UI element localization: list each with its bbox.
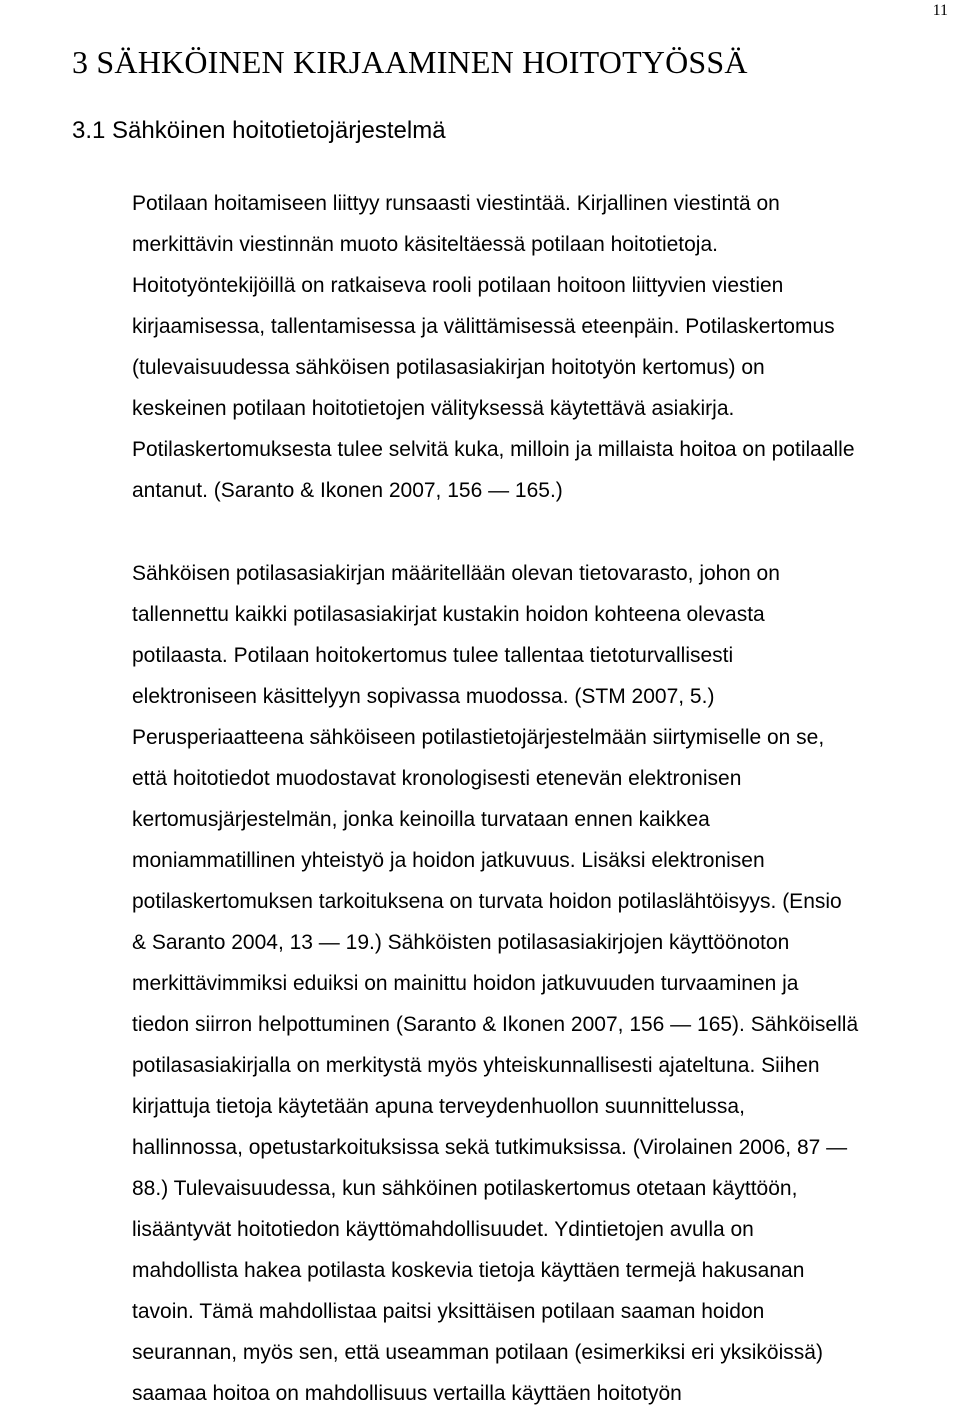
paragraph-line: kirjaamisessa, tallentamisessa ja välittämisessä eteenpäin. Potilaskertomus xyxy=(132,315,835,338)
paragraph-line: antanut. (Saranto & Ikonen 2007, 156 — 165.) xyxy=(132,479,563,502)
paragraph-line: lisääntyvät hoitotiedon käyttömahdollisuudet. Ydintietojen avulla on xyxy=(132,1218,754,1241)
paragraph-line: Sähköisen potilasasiakirjan määritellään olevan tietovarasto, johon on xyxy=(132,562,780,585)
paragraph-line: tallennettu kaikki potilasasiakirjat kustakin hoidon kohteena olevasta xyxy=(132,603,765,626)
paragraph-line: moniammatillinen yhteistyö ja hoidon jatkuvuus. Lisäksi elektronisen xyxy=(132,849,765,872)
paragraph xyxy=(132,553,952,1414)
paragraph-line: potilaskertomuksen tarkoituksena on turvata hoidon potilaslähtöisyys. (Ensio xyxy=(132,890,842,913)
paragraph-line: kertomusjärjestelmän, jonka keinoilla turvataan ennen kaikkea xyxy=(132,808,710,831)
paragraph-line: merkittävimmiksi eduiksi on mainittu hoidon jatkuvuuden turvaaminen ja xyxy=(132,972,799,995)
paragraph-line: Potilaan hoitamiseen liittyy runsaasti viestintää. Kirjallinen viestintä on xyxy=(132,192,780,215)
paragraph xyxy=(132,183,952,511)
paragraph-line: Perusperiaatteena sähköiseen potilastietojärjestelmään siirtymiselle on se, xyxy=(132,726,825,749)
paragraph-line: mahdollista hakea potilasta koskevia tietoja käyttäen termejä hakusanan xyxy=(132,1259,805,1282)
paragraph-line: kirjattuja tietoja käytetään apuna terveydenhuollon suunnittelussa, xyxy=(132,1095,745,1118)
paragraph-line: tavoin. Tämä mahdollistaa paitsi yksittäisen potilaan saaman hoidon xyxy=(132,1300,765,1323)
paragraph-line: saamaa hoitoa on mahdollisuus vertailla käyttäen hoitotyön xyxy=(132,1382,682,1405)
paragraph-line: Hoitotyöntekijöillä on ratkaiseva rooli potilaan hoitoon liittyvien viestien xyxy=(132,274,784,297)
paragraph-line: potilasasiakirjalla on merkitystä myös yhteiskunnallisesti ajateltuna. Siihen xyxy=(132,1054,820,1077)
paragraph-line: tiedon siirron helpottuminen (Saranto & Ikonen 2007, 156 — 165). Sähköisellä xyxy=(132,1013,859,1036)
paragraph-line: hallinnossa, opetustarkoituksissa sekä tutkimuksissa. (Virolainen 2006, 87 — xyxy=(132,1136,848,1159)
paragraph-line: elektroniseen käsittelyyn sopivassa muodossa. (STM 2007, 5.) xyxy=(132,685,715,708)
paragraph-line: Potilaskertomuksesta tulee selvitä kuka, milloin ja millaista hoitoa on potilaalle xyxy=(132,438,855,461)
paragraph-line: & Saranto 2004, 13 — 19.) Sähköisten potilasasiakirjojen käyttöönoton xyxy=(132,931,790,954)
paragraph-line: 88.) Tulevaisuudessa, kun sähköinen potilaskertomus otetaan käyttöön, xyxy=(132,1177,798,1200)
paragraph-line: potilaasta. Potilaan hoitokertomus tulee tallentaa tietoturvallisesti xyxy=(132,644,734,667)
paragraph-line: (tulevaisuudessa sähköisen potilasasiakirjan hoitotyön kertomus) on xyxy=(132,356,765,379)
paragraph-line: keskeinen potilaan hoitotietojen välityksessä käytettävä asiakirja. xyxy=(132,397,735,420)
paragraph-line: merkittävin viestinnän muoto käsiteltäessä potilaan hoitotietoja. xyxy=(132,233,718,256)
paragraph-line: seurannan, myös sen, että useamman potilaan (esimerkiksi eri yksiköissä) xyxy=(132,1341,823,1364)
paragraph-line: että hoitotiedot muodostavat kronologisesti etenevän elektronisen xyxy=(132,767,742,790)
page-number: 11 xyxy=(932,2,948,19)
section-heading: 3.1 Sähköinen hoitotietojärjestelmä xyxy=(72,117,446,144)
chapter-heading: 3 SÄHKÖINEN KIRJAAMINEN HOITOTYÖSSÄ xyxy=(72,44,748,80)
